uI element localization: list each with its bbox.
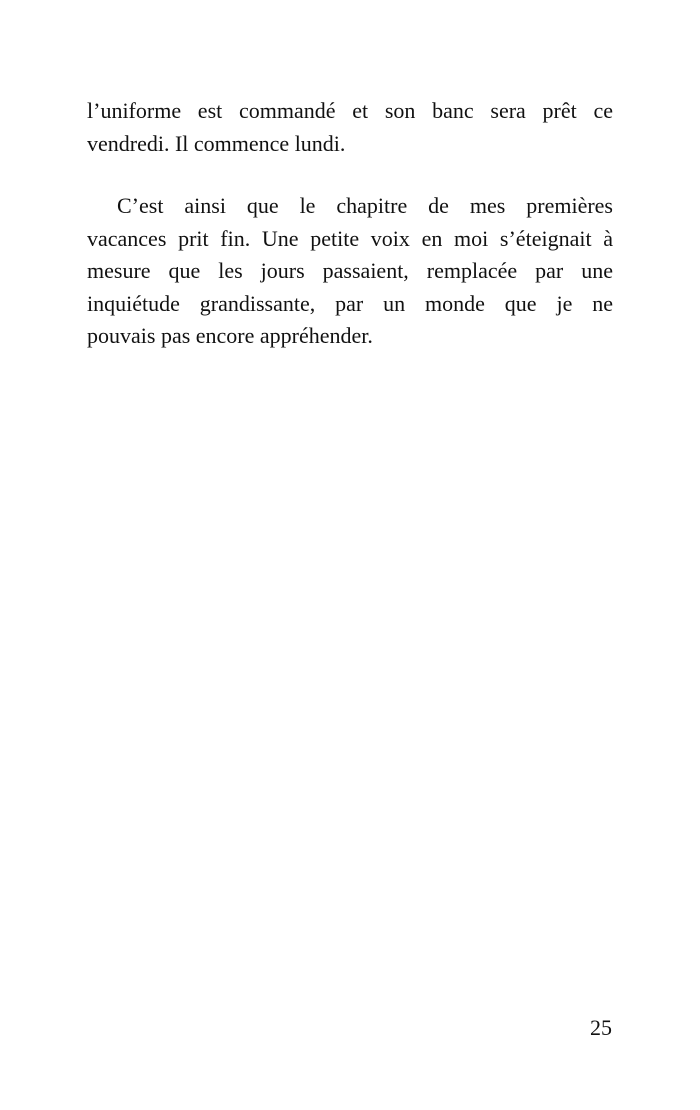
text-line: mesure que les jours passaient, remplacée par une [87, 258, 613, 283]
paragraph-gap [87, 160, 613, 190]
text-line: pouvais pas encore appréhender. [87, 323, 373, 348]
body-text [87, 95, 613, 353]
text-line: C’est ainsi que le chapitre de mes premières [117, 193, 613, 218]
text-line: inquiétude grandissante, par un monde que je ne [87, 290, 613, 316]
paragraph [87, 190, 613, 353]
text-line: vacances prit fin. Une petite voix en moi s’éteignait à [87, 225, 613, 251]
page-number: 25 [590, 1015, 612, 1040]
paragraph [87, 95, 613, 160]
text-line: l’uniforme est commandé et son banc sera prêt ce [87, 98, 613, 123]
text-line: vendredi. Il commence lundi. [87, 130, 346, 156]
